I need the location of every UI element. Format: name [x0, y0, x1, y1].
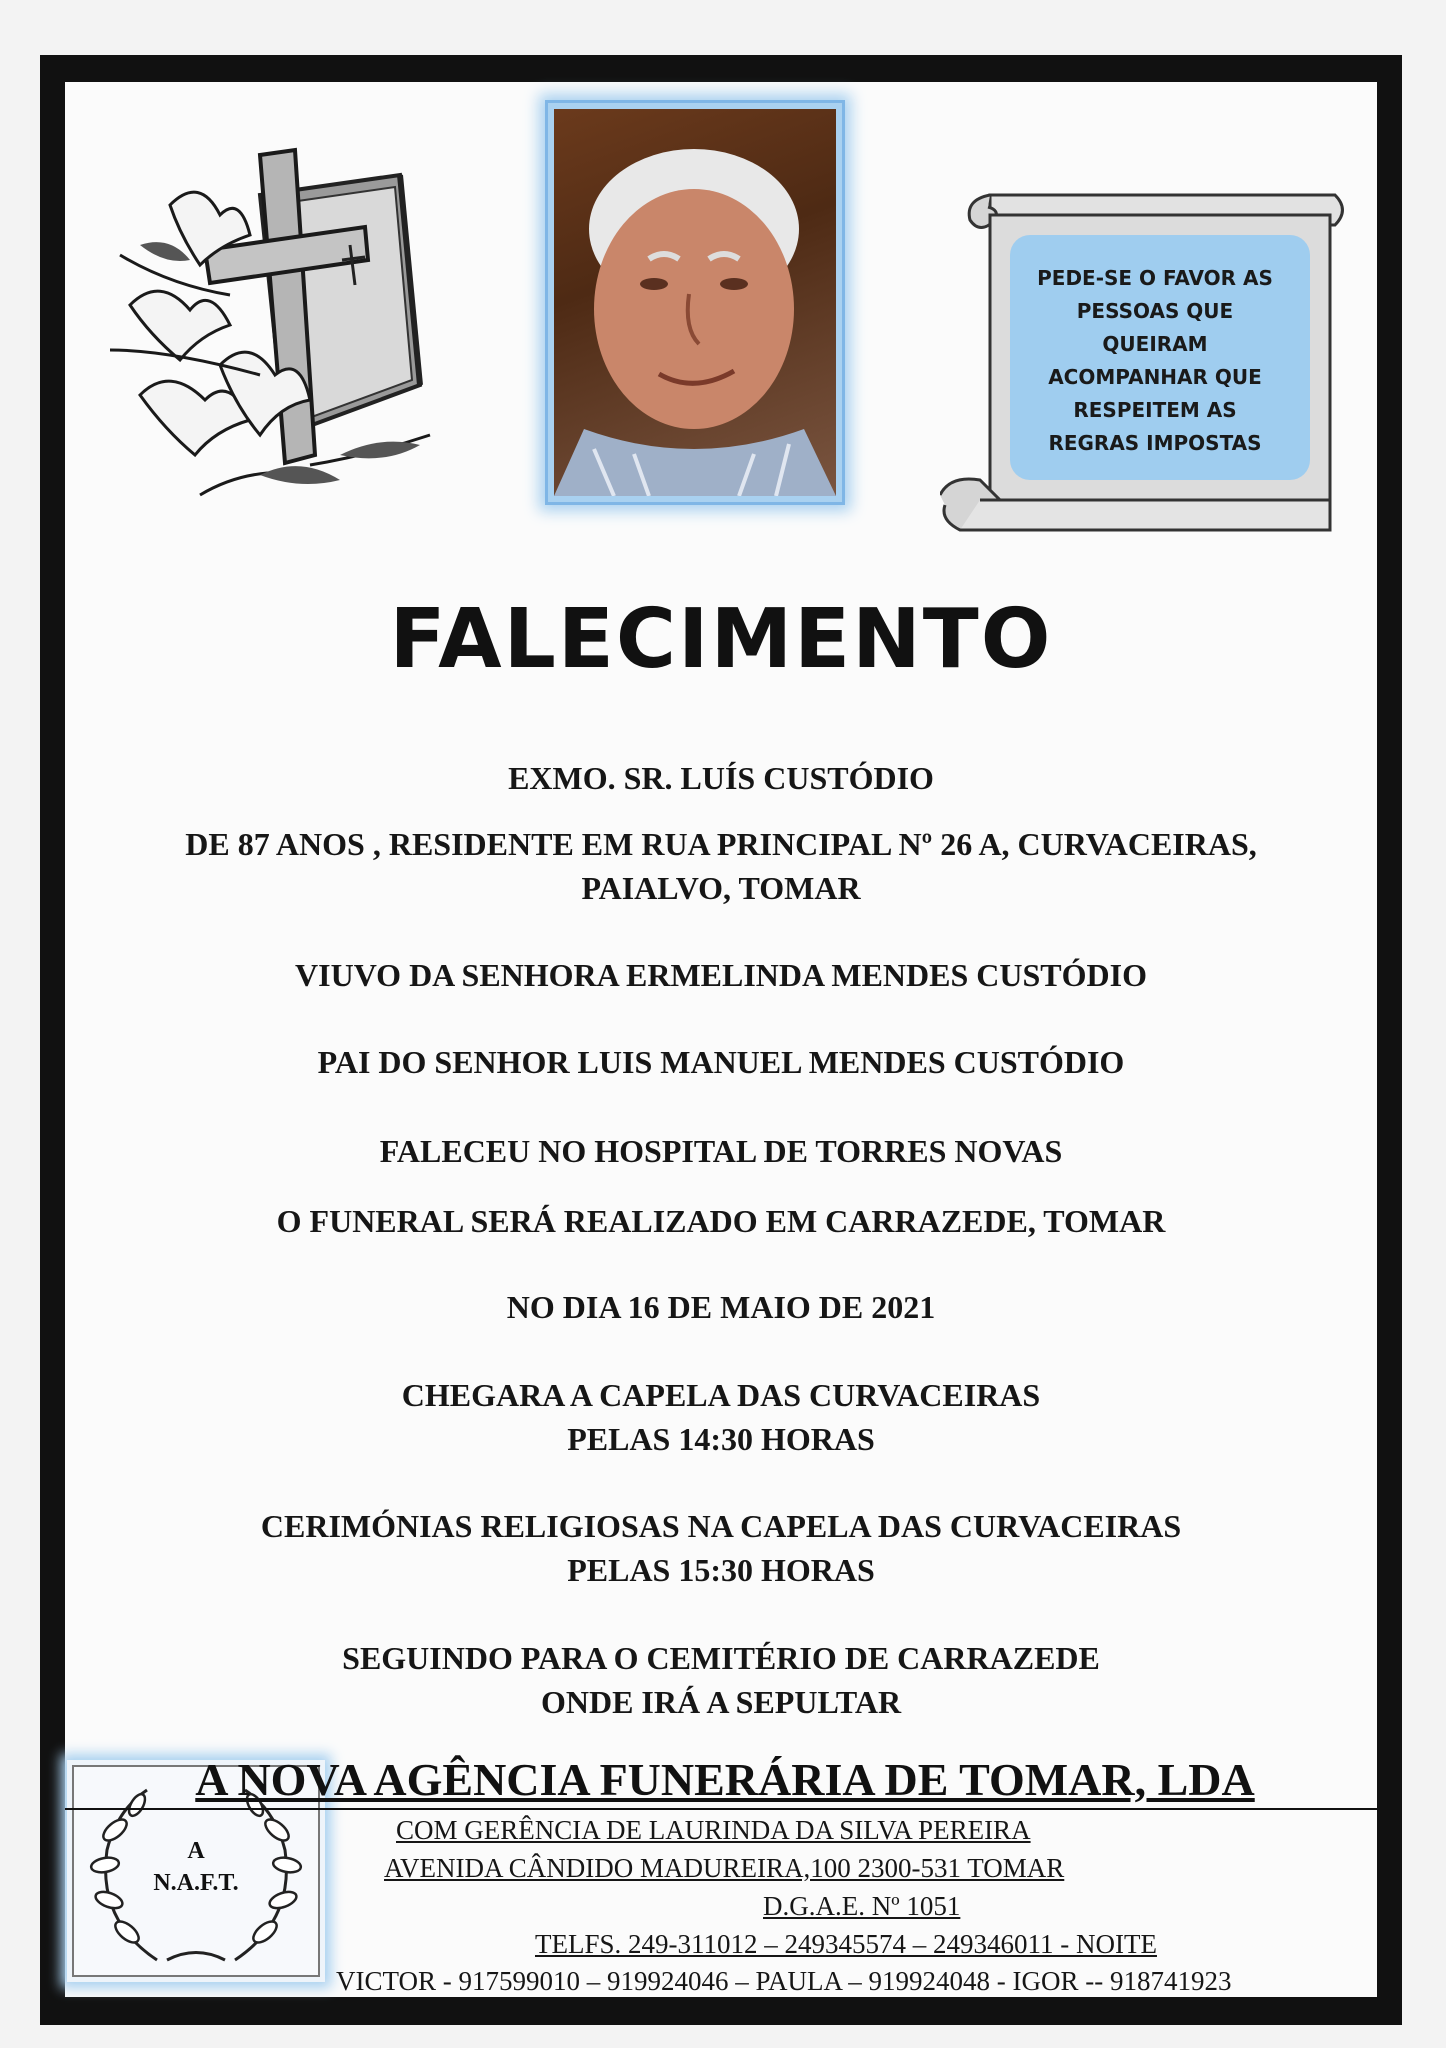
scroll-line: PESSOAS QUE [1076, 299, 1234, 323]
agency-divider [65, 1808, 1377, 1810]
ceremony-line-1: CERIMÓNIAS RELIGIOSAS NA CAPELA DAS CURVACEIRAS [260, 1508, 1182, 1544]
agency-phones: TELFS. 249-311012 – 249345574 – 249346011 - NOITE [535, 1929, 1157, 1959]
ceremony-line-2: PELAS 15:30 HORAS [567, 1552, 875, 1588]
residence-line-1: DE 87 ANOS , RESIDENTE EM RUA PRINCIPAL Nº 26 A, CURVACEIRAS, [185, 826, 1257, 862]
cross-lily-emblem-icon [110, 135, 450, 525]
scroll-line: ACOMPANHAR QUE [1048, 365, 1262, 389]
agency-address: AVENIDA CÂNDIDO MADUREIRA,100 2300-531 TOMAR [384, 1853, 1065, 1883]
funeral-date-line: NO DIA 16 DE MAIO DE 2021 [506, 1289, 936, 1325]
arrival-line-1: CHEGARA A CAPELA DAS CURVACEIRAS [401, 1377, 1041, 1413]
agency-night-contacts: VICTOR - 917599010 – 919924046 – PAULA – 919924048 - IGOR -- 918741923 [336, 1966, 1232, 1996]
burial-line-2: ONDE IRÁ A SEPULTAR [540, 1684, 902, 1720]
scroll-line: REGRAS IMPOSTAS [1048, 431, 1262, 455]
agency-name: A NOVA AGÊNCIA FUNERÁRIA DE TOMAR, LDA [195, 1754, 1255, 1805]
funeral-place-line: O FUNERAL SERÁ REALIZADO EM CARRAZEDE, TOMAR [276, 1203, 1166, 1239]
person-photo-icon [554, 109, 836, 496]
scroll-line: RESPEITEM AS [1073, 398, 1237, 422]
page-title: FALECIMENTO [389, 592, 1053, 687]
deceased-portrait [545, 100, 845, 505]
logo-text-naft: N.A.F.T. [153, 1870, 239, 1896]
deceased-name: EXMO. SR. LUÍS CUSTÓDIO [508, 760, 934, 796]
logo-text-a: A [187, 1838, 205, 1864]
scroll-line: PEDE-SE O FAVOR AS [1037, 266, 1273, 290]
father-line: PAI DO SENHOR LUIS MANUEL MENDES CUSTÓDIO [317, 1044, 1125, 1080]
agency-license: D.G.A.E. Nº 1051 [763, 1891, 961, 1921]
scroll-notice-text [1010, 262, 1300, 460]
death-place-line: FALECEU NO HOSPITAL DE TORRES NOVAS [379, 1133, 1063, 1169]
residence-line-2: PAIALVO, TOMAR [581, 870, 861, 906]
widower-line: VIUVO DA SENHORA ERMELINDA MENDES CUSTÓDIO [295, 957, 1147, 993]
burial-line-1: SEGUINDO PARA O CEMITÉRIO DE CARRAZEDE [342, 1640, 1100, 1676]
arrival-line-2: PELAS 14:30 HORAS [567, 1421, 875, 1457]
scroll-line: QUEIRAM [1102, 332, 1208, 356]
agency-management: COM GERÊNCIA DE LAURINDA DA SILVA PEREIRA [396, 1815, 1031, 1845]
portrait-photo [554, 109, 836, 496]
